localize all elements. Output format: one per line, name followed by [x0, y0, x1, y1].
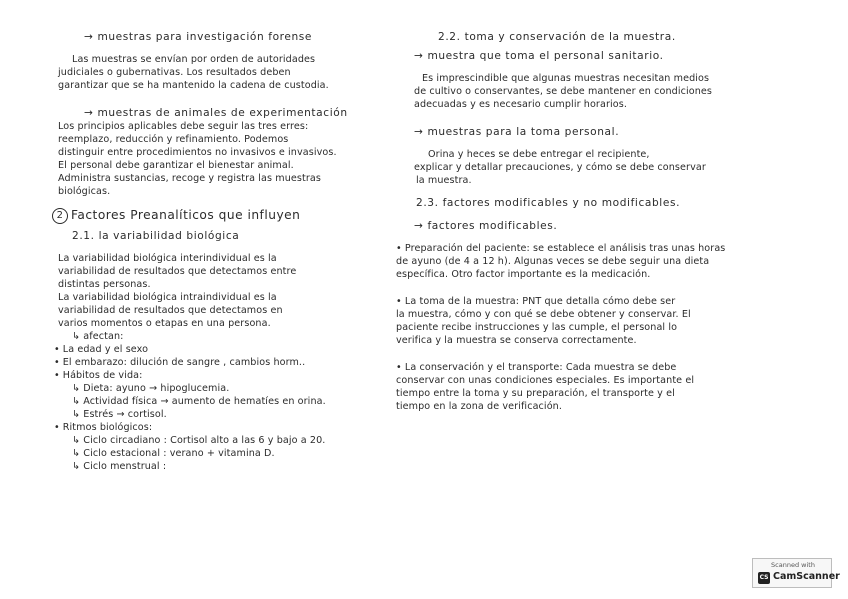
list-item: ↳ Actividad física → aumento de hematíes en orina. — [72, 395, 326, 407]
heading-animales: → muestras de animales de experimentación — [84, 107, 348, 119]
list-item: ↳ Ciclo estacional : verano + vitamina D. — [72, 447, 275, 459]
bullet-ritmos: • Ritmos biológicos: — [54, 421, 380, 434]
paragraph-toma — [390, 295, 782, 347]
text-line: • La conservación y el transporte: Cada muestra se debe — [396, 362, 677, 373]
text-line: la muestra. — [416, 175, 472, 186]
text-line: Administra sustancias, recoge y registra las muestras — [58, 173, 321, 184]
text-line: garantizar que se ha mantenido la cadena de custodia. — [58, 80, 329, 91]
text-line: de cultivo o conservantes, se debe mantener en condiciones — [414, 86, 713, 97]
left-column — [58, 30, 380, 473]
watermark-brand: CamScanner — [773, 571, 840, 582]
habitos-list — [58, 382, 380, 421]
right-column — [390, 30, 782, 413]
text-line: adecuadas y es necesario cumplir horarios. — [414, 99, 627, 110]
heading-modificables: → factores modificables. — [414, 220, 558, 232]
text-line: variabilidad de resultados que detectamos entre — [58, 265, 297, 277]
camscanner-logo-icon: CS — [758, 572, 770, 584]
paragraph-preparacion — [390, 242, 782, 281]
text-line: tiempo en la zona de verificación. — [396, 401, 562, 412]
section-2-2-title: 2.2. toma y conservación de la muestra. — [438, 31, 676, 43]
text-line: Es imprescindible que algunas muestras necesitan medios — [422, 73, 710, 84]
text-line: paciente recibe instrucciones y las cumple, el personal lo — [396, 322, 678, 333]
watermark-caption: Scanned with — [771, 561, 815, 569]
paragraph-paciente — [390, 148, 782, 187]
list-item: ↳ Estrés → cortisol. — [72, 408, 167, 420]
text-line: específica. Otro factor importante es la medicación. — [396, 269, 651, 280]
text-line: tiempo entre la toma y su preparación, el transporte y el — [396, 388, 675, 399]
section-number-circle: 2 — [52, 208, 68, 224]
text-line: distinguir entre procedimientos no invasivos e invasivos. — [58, 147, 337, 158]
ritmos-list — [58, 434, 380, 473]
heading-forense: → muestras para investigación forense — [84, 31, 313, 43]
text-line: judiciales o gubernativas. Los resultados deben — [58, 67, 291, 78]
text-line: conservar con unas condiciones especiales. Es importante el — [396, 375, 695, 386]
text-line: Orina y heces se debe entregar el recipiente, — [428, 149, 650, 160]
afectan-label: ↳ afectan: — [72, 330, 124, 342]
text-line: El personal debe garantizar el bienestar animal. — [58, 160, 294, 171]
text-line: • Preparación del paciente: se establece el análisis tras unas horas — [396, 243, 726, 254]
section-2-1-title: 2.1. la variabilidad biológica — [72, 229, 240, 242]
list-item: ↳ Ciclo menstrual : — [72, 460, 167, 472]
text-line: reemplazo, reducción y refinamiento. Podemos — [58, 134, 289, 145]
bullet-habitos: • Hábitos de vida: — [54, 369, 380, 382]
paragraph-conservacion — [390, 361, 782, 413]
text-line: biológicas. — [58, 186, 111, 197]
paragraph-animales — [58, 120, 380, 198]
camscanner-watermark — [752, 558, 840, 588]
heading-paciente: → muestras para la toma personal. — [414, 126, 620, 138]
list-item: ↳ Dieta: ayuno → hipoglucemia. — [72, 382, 230, 394]
text-line: variabilidad de resultados que detectamos en — [58, 304, 283, 316]
text-line: explicar y detallar precauciones, y cómo se debe conservar — [414, 162, 706, 173]
bullet-edad: • La edad y el sexo — [54, 343, 380, 356]
section-2-title-text: Factores Preanalíticos que influyen — [71, 208, 301, 222]
text-line: Las muestras se envían por orden de autoridades — [72, 54, 316, 65]
text-line: • La toma de la muestra: PNT que detalla cómo debe ser — [396, 296, 676, 307]
paragraph-sanitario — [390, 72, 782, 111]
text-line: de ayuno (de 4 a 12 h). Algunas veces se debe seguir una dieta — [396, 256, 710, 267]
text-line: verifica y la muestra se conserva correctamente. — [396, 335, 637, 346]
text-line: distintas personas. — [58, 278, 151, 290]
text-line: La variabilidad biológica intraindividual es la — [58, 291, 277, 303]
section-2-title — [52, 207, 380, 224]
list-item: ↳ Ciclo circadiano : Cortisol alto a las 6 y bajo a 20. — [72, 434, 326, 446]
text-line: la muestra, cómo y con qué se debe obtener y conservar. El — [396, 309, 691, 320]
section-2-3-title: 2.3. factores modificables y no modificables. — [416, 197, 681, 209]
paragraph-forense — [58, 53, 380, 92]
text-line: La variabilidad biológica interindividual es la — [58, 252, 277, 264]
text-line: varios momentos o etapas en una persona. — [58, 317, 271, 329]
paragraph-variabilidad — [58, 252, 380, 330]
bullet-embarazo: • El embarazo: dilución de sangre , cambios horm.. — [54, 356, 380, 369]
heading-sanitario: → muestra que toma el personal sanitario. — [414, 50, 664, 62]
text-line: Los principios aplicables debe seguir las tres erres: — [58, 121, 309, 132]
